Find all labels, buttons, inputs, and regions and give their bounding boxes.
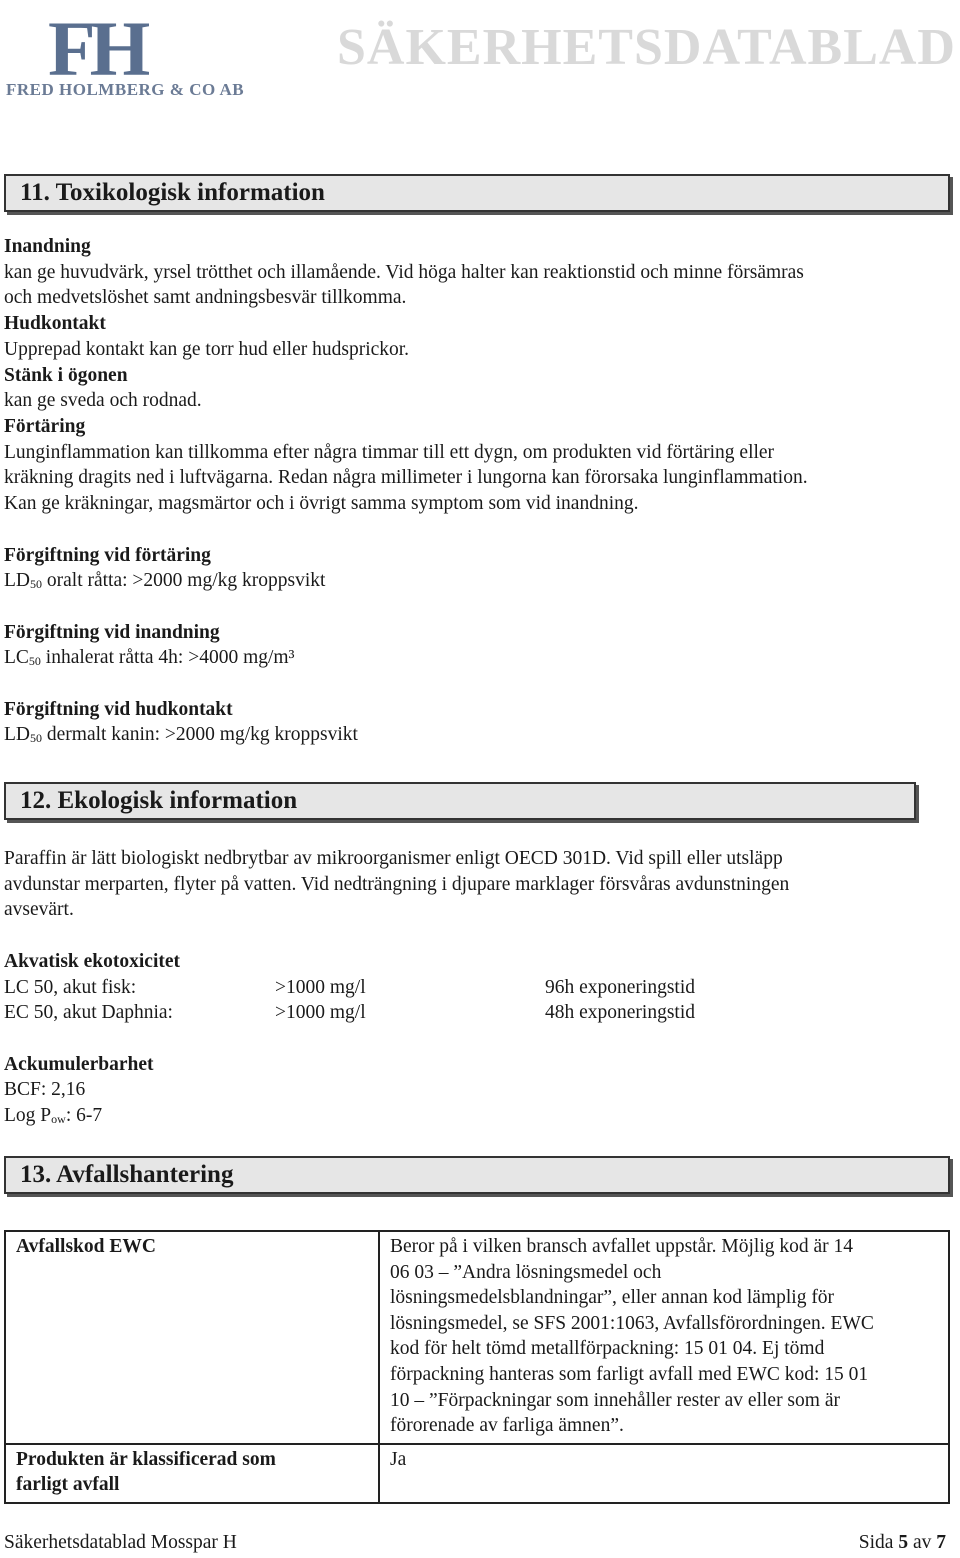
section-13-heading — [4, 1156, 950, 1194]
klassificerad-label-line: Produkten är klassificerad som — [16, 1448, 276, 1470]
document-title: SÄKERHETSDATABLAD — [337, 19, 956, 76]
inandning-text-2: och medvetslöshet samt andningsbesvär tillkomma. — [4, 287, 407, 308]
ld-label: LD — [4, 570, 30, 591]
lc-text: inhalerat råtta 4h: >4000 mg/m³ — [40, 647, 295, 668]
ld-label: LD — [4, 724, 30, 745]
fortaring-text-3: Kan ge kräkningar, magsmärtor och i övrigt samma symptom som vid inandning. — [4, 493, 639, 514]
logo-company-name: FRED HOLMBERG & CO AB — [6, 80, 245, 99]
fortaring-text-2: kräkning dragits ned i luftvägarna. Redan några millimeter i lungorna kan förorsaka lunginflammation. — [4, 467, 808, 488]
klassificerad-value: Ja — [379, 1444, 949, 1503]
toxicity-row-label: EC 50, akut Daphnia: — [4, 1002, 173, 1023]
toxicity-row-time: 48h exponeringstid — [545, 1002, 696, 1023]
section-12-heading — [4, 782, 916, 820]
hudkontakt-heading: Hudkontakt — [4, 313, 106, 334]
ewc-line: Beror på i vilken bransch avfallet uppstår. Möjlig kod är 14 — [390, 1236, 854, 1257]
akvatisk-heading: Akvatisk ekotoxicitet — [4, 951, 181, 972]
page-word: Sida — [858, 1532, 899, 1553]
logo-mark: FH — [48, 5, 145, 92]
ewc-line: lösningsmedel, se SFS 2001:1063, Avfallsförordningen. EWC — [390, 1312, 874, 1334]
klassificerad-label-line: farligt avfall — [16, 1474, 120, 1496]
footer-page-number — [859, 1530, 946, 1556]
klassificerad-label — [5, 1444, 379, 1503]
lc-label: LC — [4, 647, 29, 668]
ewc-line: förorenade av farliga ämnen”. — [390, 1415, 624, 1437]
logp-label: Log P — [4, 1105, 52, 1126]
current-page: 5 — [898, 1532, 909, 1553]
fortaring-text-1: Lunginflammation kan tillkomma efter några timmar till ett dygn, om produkten vid förtäring eller — [4, 442, 775, 463]
section-title: 13. Avfallshantering — [20, 1161, 234, 1188]
inandning-text-1: kan ge huvudvärk, yrsel trötthet och illamående. Vid höga halter kan reaktionstid och minne försämras — [4, 262, 804, 283]
table-row — [5, 1444, 949, 1503]
ogon-text: kan ge sveda och rodnad. — [4, 390, 202, 411]
table-row — [5, 1231, 949, 1444]
section-title: 11. Toxikologisk information — [20, 179, 325, 206]
inandning-heading: Inandning — [4, 236, 91, 257]
forgiftning-inandning-value — [4, 645, 294, 675]
ewc-value — [379, 1231, 949, 1444]
forgiftning-hudkontakt-value — [4, 722, 358, 752]
eko-text-2: avdunstar merparten, flyter på vatten. Vid nedträngning i djupare marklager försvåras avdunstningen — [4, 874, 790, 895]
logp-subscript: ow — [51, 1112, 66, 1126]
lc-subscript: 50 — [28, 654, 41, 668]
ld-text: oralt råtta: >2000 mg/kg kroppsvikt — [42, 570, 326, 591]
forgiftning-fortaring-heading: Förgiftning vid förtäring — [4, 545, 211, 566]
toxicity-row-value: >1000 mg/l — [275, 977, 366, 998]
logp-text: : 6-7 — [65, 1105, 103, 1126]
ackumulerbarhet-heading: Ackumulerbarhet — [4, 1054, 154, 1075]
eko-text-1: Paraffin är lätt biologiskt nedbrytbar av mikroorganismer enligt OECD 301D. Vid spill eller utsläpp — [4, 848, 783, 869]
section-11-heading — [4, 174, 950, 212]
ld-subscript: 50 — [30, 577, 42, 591]
forgiftning-inandning-heading: Förgiftning vid inandning — [4, 622, 220, 643]
ld-text: dermalt kanin: >2000 mg/kg kroppsvikt — [42, 724, 358, 745]
toxicity-row-time: 96h exponeringstid — [545, 977, 696, 998]
footer-document-name: Säkerhetsdatablad Mosspar H — [4, 1532, 237, 1553]
section-title: 12. Ekologisk information — [20, 787, 298, 814]
ewc-line: lösningsmedelsblandningar”, eller annan kod lämplig för — [390, 1287, 835, 1309]
ewc-line: kod för helt tömd metallförpackning: 15 01 04. Ej tömd — [390, 1338, 825, 1360]
total-pages: 7 — [936, 1532, 946, 1553]
ewc-line: 10 – ”Förpackningar som innehåller rester av eller som är — [390, 1389, 840, 1411]
ewc-line: förpackning hanteras som farligt avfall med EWC kod: 15 01 — [390, 1363, 869, 1385]
of-word: av — [908, 1532, 937, 1553]
ogon-heading: Stänk i ögonen — [4, 365, 128, 386]
forgiftning-hudkontakt-heading: Förgiftning vid hudkontakt — [4, 699, 233, 720]
ewc-label: Avfallskod EWC — [5, 1231, 379, 1444]
toxicity-row-label: LC 50, akut fisk: — [4, 977, 137, 998]
eko-text-3: avsevärt. — [4, 899, 74, 920]
fortaring-heading: Förtäring — [4, 416, 86, 437]
hudkontakt-text: Upprepad kontakt kan ge torr hud eller hudsprickor. — [4, 339, 410, 360]
ld-subscript: 50 — [30, 731, 42, 745]
waste-table — [4, 1230, 950, 1504]
ewc-line: 06 03 – ”Andra lösningsmedel och — [390, 1261, 662, 1283]
forgiftning-fortaring-value — [4, 568, 325, 598]
bcf-value: BCF: 2,16 — [4, 1079, 86, 1100]
toxicity-row-value: >1000 mg/l — [275, 1002, 366, 1023]
logp-value — [4, 1103, 102, 1133]
